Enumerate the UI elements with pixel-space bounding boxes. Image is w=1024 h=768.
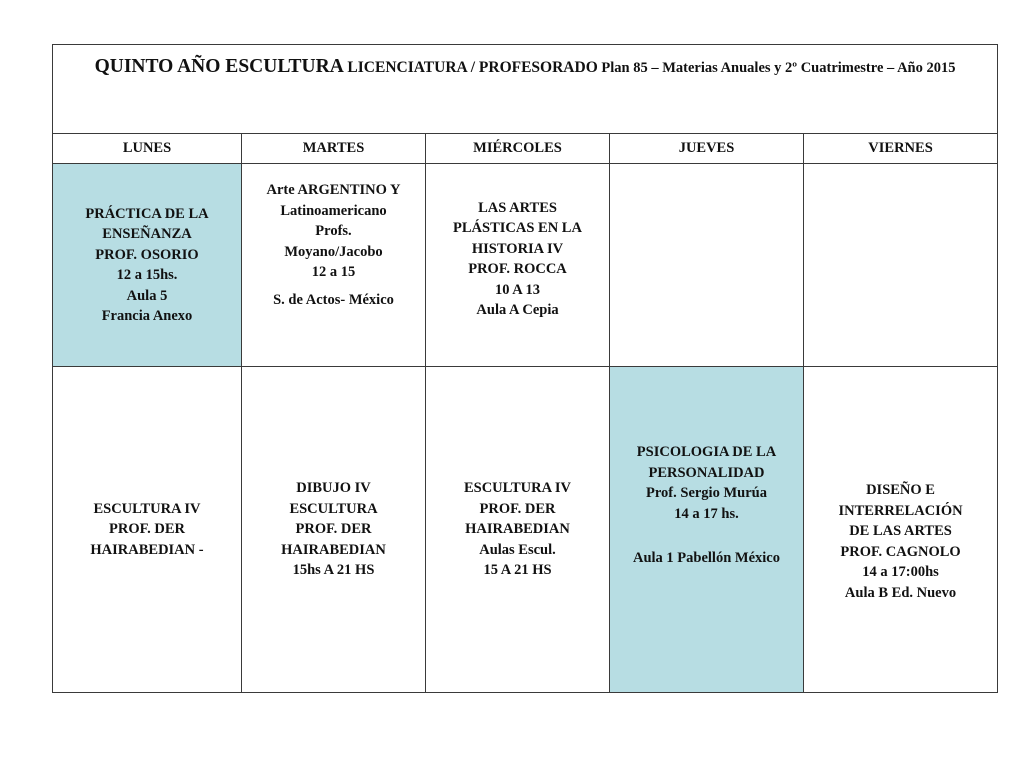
day-header-lunes: LUNES	[53, 134, 242, 164]
cell-martes-arte: Arte ARGENTINO Y Latinoamericano Profs. Moyano/Jacobo 12 a 15 S. de Actos- México	[242, 164, 426, 367]
cell-martes-dibujo: DIBUJO IV ESCULTURA PROF. DER HAIRABEDIAN 15hs A 21 HS	[242, 367, 426, 693]
cell-miercoles-artes-plasticas: LAS ARTES PLÁSTICAS EN LA HISTORIA IV PROF. ROCCA 10 A 13 Aula A Cepia	[426, 164, 610, 367]
schedule-row-2	[53, 367, 998, 693]
schedule-row-1	[53, 164, 998, 367]
schedule-table	[52, 44, 998, 693]
cell-jueves-psicologia: PSICOLOGIA DE LA PERSONALIDAD Prof. Sergio Murúa 14 a 17 hs. Aula 1 Pabellón México	[610, 367, 804, 693]
cell-viernes-empty	[804, 164, 998, 367]
page-title: QUINTO AÑO ESCULTURA LICENCIATURA / PROFESORADO Plan 85 – Materias Anuales y 2º Cuatrimestre – Año 2015	[94, 56, 956, 77]
day-header-jueves: JUEVES	[610, 134, 804, 164]
cell-jueves-empty	[610, 164, 804, 367]
cell-miercoles-escultura: ESCULTURA IV PROF. DER HAIRABEDIAN Aulas Escul. 15 A 21 HS	[426, 367, 610, 693]
cell-lunes-escultura: ESCULTURA IV PROF. DER HAIRABEDIAN -	[53, 367, 242, 693]
day-header-martes: MARTES	[242, 134, 426, 164]
cell-lunes-practica: PRÁCTICA DE LA ENSEÑANZA PROF. OSORIO 12 a 15hs. Aula 5 Francia Anexo	[53, 164, 242, 367]
title-cell	[53, 45, 998, 134]
day-header-miercoles: MIÉRCOLES	[426, 134, 610, 164]
cell-viernes-diseno: DISEÑO E INTERRELACIÓN DE LAS ARTES PROF. CAGNOLO 14 a 17:00hs Aula B Ed. Nuevo	[804, 367, 998, 693]
day-header-row	[53, 134, 998, 164]
day-header-viernes: VIERNES	[804, 134, 998, 164]
